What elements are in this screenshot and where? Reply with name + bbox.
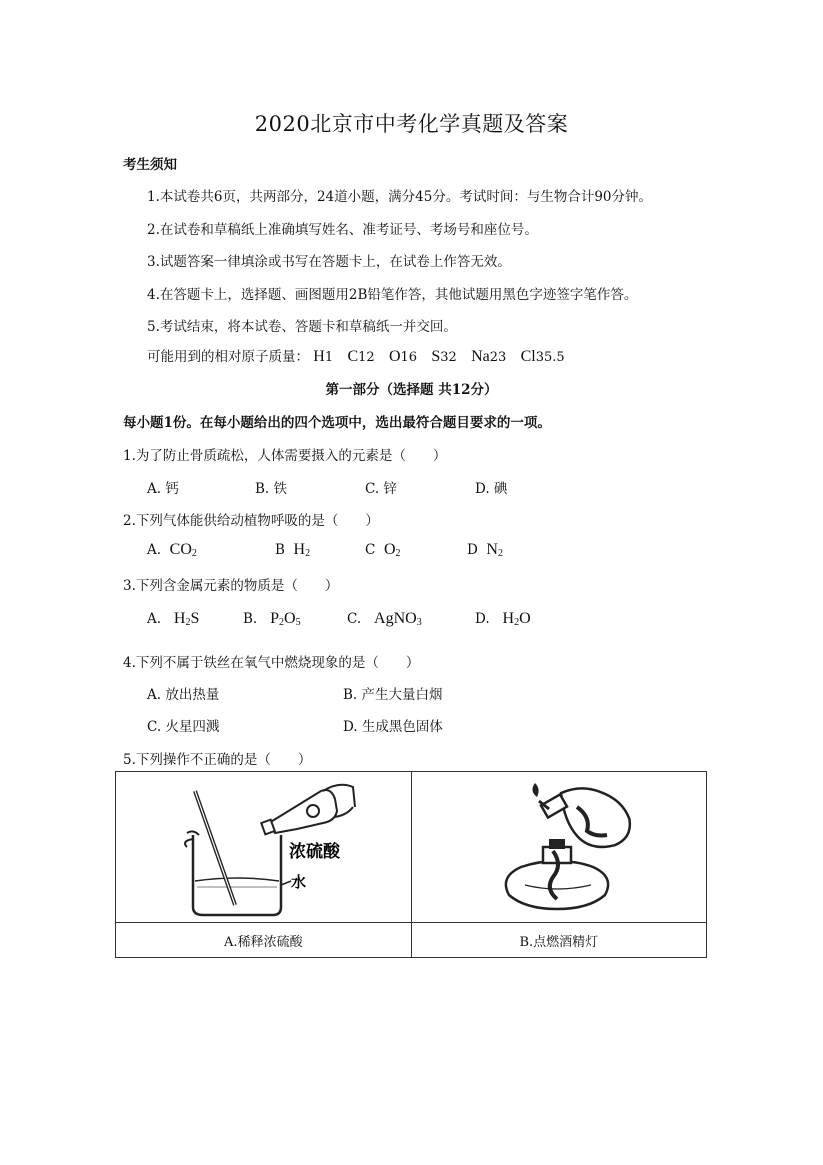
formula-part: H [502, 610, 515, 627]
notice-item: 3.试题答案一律填涂或书写在答题卡上，在试卷上作答无效。 [147, 254, 511, 270]
q4-option-b: B. 产生大量白烟 [343, 687, 443, 703]
option-letter: A. [147, 611, 162, 627]
formula-part: H [293, 541, 306, 558]
formula-part: P [270, 610, 279, 627]
formula-subscript: 5 [295, 617, 301, 628]
notice-item: 5.考试结束，将本试卷、答题卡和草稿纸一并交回。 [147, 319, 457, 335]
mass-element: O [388, 348, 401, 365]
formula-subscript: 2 [279, 617, 284, 628]
q4-option-d: D. 生成黑色固体 [343, 719, 443, 735]
q1-option-d: D. 碘 [475, 481, 508, 497]
acid-label: 浓硫酸 [289, 842, 341, 862]
formula-subscript: 2 [185, 617, 191, 628]
mass-value: 35.5 [535, 350, 565, 365]
formula-subscript: 3 [416, 617, 422, 628]
notice-item: 2.在试卷和草稿纸上准确填写姓名、准考证号、考场号和座位号。 [147, 222, 538, 238]
option-letter: B. [243, 611, 258, 627]
page-title: 2020北京市中考化学真题及答案 [254, 112, 569, 136]
figure-cell-b [411, 772, 706, 923]
caption-b: B.点燃酒精灯 [411, 923, 706, 958]
formula-part: N [486, 541, 498, 558]
q4-option-a: A. 放出热量 [147, 687, 220, 703]
mass-value: 23 [489, 350, 507, 365]
part-heading: 第一部分（选择题 共12分） [325, 382, 498, 398]
formula-part: H [173, 610, 186, 627]
formula-part: O [383, 541, 396, 558]
formula-subscript: 2 [497, 548, 503, 559]
question-stem: 3.下列含金属元素的物质是（ ） [123, 578, 339, 594]
formula-subscript: 2 [514, 617, 520, 628]
formula-subscript: 2 [305, 548, 311, 559]
option-letter: C. [347, 611, 362, 627]
q1-option-b: B. 铁 [255, 481, 288, 497]
atomic-masses-label: 可能用到的相对原子质量： [147, 349, 309, 365]
q2-option-c [365, 541, 401, 559]
question-stem: 2.下列气体能供给动植物呼吸的是（ ） [123, 513, 379, 529]
option-letter: B [275, 542, 285, 558]
notice-item: 4.在答题卡上，选择题、画图题用2B铅笔作答，其他试题用黑色字迹签字笔作答。 [147, 287, 638, 303]
notice-heading: 考生须知 [123, 157, 177, 173]
formula-part: S [190, 610, 200, 627]
option-letter: C [365, 542, 376, 558]
q2-option-a [147, 541, 197, 559]
formula-part: O [519, 610, 531, 627]
mass-element: H [313, 348, 325, 365]
formula-subscript: 2 [395, 548, 401, 559]
q3-option-d [475, 610, 531, 628]
q3-option-b [243, 610, 301, 628]
mass-value: 16 [400, 350, 418, 365]
mass-element: C [347, 348, 359, 365]
mass-value: 32 [440, 350, 457, 365]
operations-table [115, 771, 707, 958]
q3-option-c [347, 610, 422, 628]
figure-cell-a [116, 772, 412, 923]
dilute-acid-illustration [163, 777, 363, 917]
mass-element: Na [471, 348, 490, 365]
caption-a: A.稀释浓硫酸 [116, 923, 412, 958]
option-letter: A. [147, 542, 162, 558]
q2-option-d [467, 541, 503, 559]
formula-subscript: 2 [191, 548, 197, 559]
q2-option-b [275, 541, 310, 559]
lamp-lighting-illustration [469, 777, 649, 917]
mass-value: 1 [324, 350, 334, 365]
option-letter: D [467, 542, 478, 558]
mass-value: 12 [358, 350, 375, 365]
formula-part: CO [169, 541, 192, 558]
q4-option-c: C. 火星四溅 [147, 719, 220, 735]
atomic-masses-line [147, 345, 575, 366]
option-letter: D. [475, 611, 490, 627]
water-label: 水 [291, 873, 307, 891]
q1-option-c: C. 锌 [365, 481, 397, 497]
notice-item: 1.本试卷共6页，共两部分，24道小题，满分45分。考试时间：与生物合计90分钟。 [147, 189, 653, 205]
mass-element: Cl [520, 348, 536, 365]
formula-part: AgNO [374, 610, 417, 627]
formula-part: O [284, 610, 296, 627]
question-stem: 5.下列操作不正确的是（ ） [123, 752, 312, 768]
q1-option-a: A. 钙 [147, 481, 179, 497]
question-stem: 4.下列不属于铁丝在氧气中燃烧现象的是（ ） [123, 655, 420, 671]
part-instruction: 每小题1份。在每小题给出的四个选项中，选出最符合题目要求的一项。 [123, 415, 551, 431]
mass-element: S [431, 348, 441, 365]
q3-option-a [147, 610, 199, 628]
question-stem: 1.为了防止骨质疏松，人体需要摄入的元素是（ ） [123, 448, 447, 464]
